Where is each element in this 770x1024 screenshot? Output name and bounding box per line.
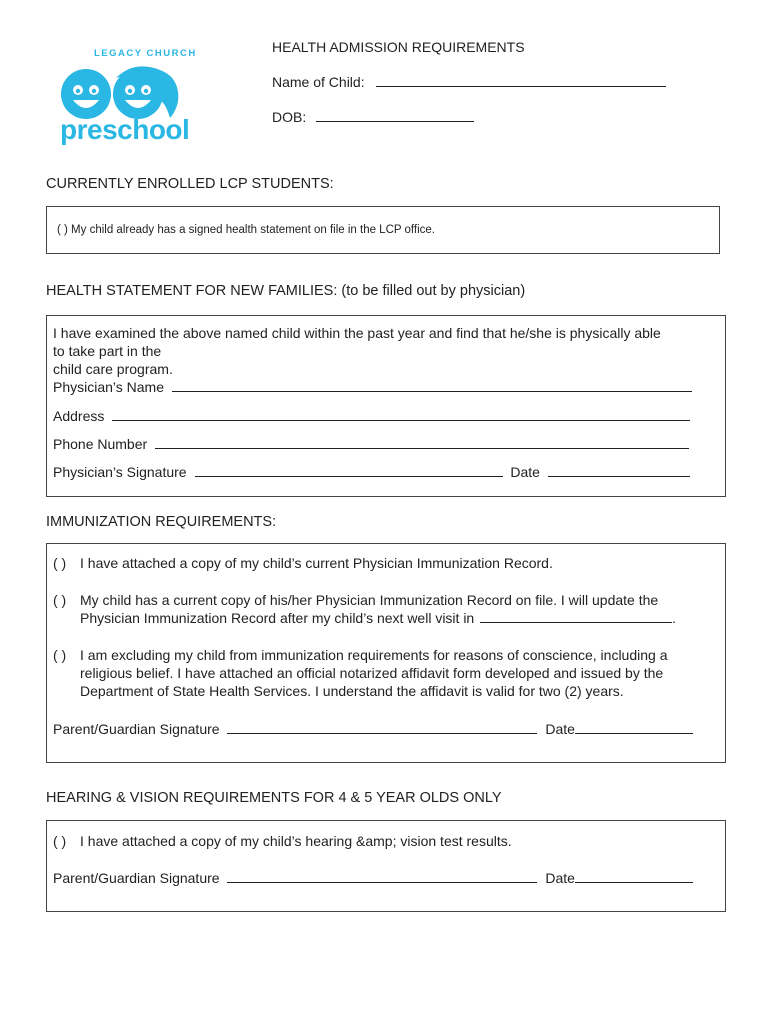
hearing-date-label: Date	[545, 870, 575, 886]
health-section-title: HEALTH STATEMENT FOR NEW FAMILIES: (to be filled out by physician)	[46, 283, 526, 299]
logo-org-name: LEGACY CHURCH	[94, 48, 197, 59]
child-name-field[interactable]	[376, 73, 666, 87]
child-name-row	[272, 73, 666, 90]
form-title: HEALTH ADMISSION REQUIREMENTS	[272, 39, 525, 55]
health-intro-line-1: I have examined the above named child within the past year and find that he/she is physically able	[53, 325, 661, 341]
address-row	[53, 407, 690, 425]
phone-row	[53, 435, 689, 453]
physician-date-field[interactable]	[548, 463, 690, 477]
hearing-box	[46, 820, 726, 912]
immunization-option-3-text: I am excluding my child from immunization requirements for reasons of conscience, including a religious belief. I have attached an official notarized affidavit form developed and issued by the Department of State Health Services. I understand the affidavit is valid for two (2) years.	[80, 647, 668, 699]
hearing-section-title: HEARING & VISION REQUIREMENTS FOR 4 & 5 YEAR OLDS ONLY	[46, 790, 502, 806]
dob-label: DOB:	[272, 109, 307, 125]
dob-row	[272, 108, 474, 125]
physician-date-label: Date	[510, 464, 540, 480]
immunization-box	[46, 543, 726, 763]
checkbox-mark[interactable]: ( )	[53, 555, 67, 571]
immunization-signature-row	[53, 720, 693, 738]
address-field[interactable]	[112, 407, 690, 421]
immunization-option-3[interactable]	[53, 646, 717, 700]
well-visit-field[interactable]	[480, 609, 672, 623]
hearing-signature-row	[53, 869, 693, 887]
hearing-date-field[interactable]	[575, 869, 693, 883]
immunization-date-label: Date	[545, 721, 575, 737]
address-label: Address	[53, 408, 105, 424]
health-intro-line-3: child care program.	[53, 361, 173, 377]
immunization-option-1-text: I have attached a copy of my child’s current Physician Immunization Record.	[80, 555, 553, 571]
immunization-signature-label: Parent/Guardian Signature	[53, 721, 220, 737]
hearing-signature-label: Parent/Guardian Signature	[53, 870, 220, 886]
enrolled-box	[46, 206, 720, 254]
immunization-option-2-text: My child has a current copy of his/her Physician Immunization Record on file. I will update the	[80, 592, 659, 608]
immunization-option-1[interactable]	[53, 554, 713, 572]
physician-name-label: Physician’s Name	[53, 379, 165, 395]
physician-name-row	[53, 378, 692, 396]
immunization-option-2-text-cont: Physician Immunization Record after my child’s next well visit in	[80, 610, 475, 626]
immunization-option-2[interactable]: ( ) My child has a current copy of his/her Physician Immunization Record on file. I will update the Physician Immunization Record after my child’s next well visit in .	[53, 592, 677, 626]
immunization-section-title: IMMUNIZATION REQUIREMENTS:	[46, 514, 277, 530]
phone-label: Phone Number	[53, 436, 148, 452]
checkbox-mark[interactable]: ( )	[53, 592, 67, 608]
phone-field[interactable]	[155, 435, 689, 449]
immunization-signature-field[interactable]	[227, 720, 537, 734]
physician-name-field[interactable]	[172, 378, 692, 392]
hearing-option-1[interactable]	[53, 832, 713, 850]
faces-logo-icon	[56, 60, 196, 122]
logo	[52, 44, 202, 154]
enrolled-section-title: CURRENTLY ENROLLED LCP STUDENTS:	[46, 176, 334, 192]
checkbox-mark[interactable]: ( )	[53, 647, 67, 663]
logo-wordmark: preschool	[60, 114, 190, 145]
child-name-label: Name of Child:	[272, 74, 365, 90]
enrolled-option[interactable]: ( ) My child already has a signed health statement on file in the LCP office.	[57, 224, 436, 236]
physician-signature-label: Physician’s Signature	[53, 464, 187, 480]
hearing-signature-field[interactable]	[227, 869, 537, 883]
hearing-option-1-text: I have attached a copy of my child’s hearing &amp; vision test results.	[80, 833, 512, 849]
checkbox-mark[interactable]: ( )	[53, 833, 67, 849]
immunization-date-field[interactable]	[575, 720, 693, 734]
physician-signature-field[interactable]	[195, 463, 503, 477]
health-intro-line-2: to take part in the	[53, 343, 162, 359]
dob-field[interactable]	[316, 108, 474, 122]
physician-signature-row	[53, 463, 690, 481]
health-box	[46, 315, 726, 497]
